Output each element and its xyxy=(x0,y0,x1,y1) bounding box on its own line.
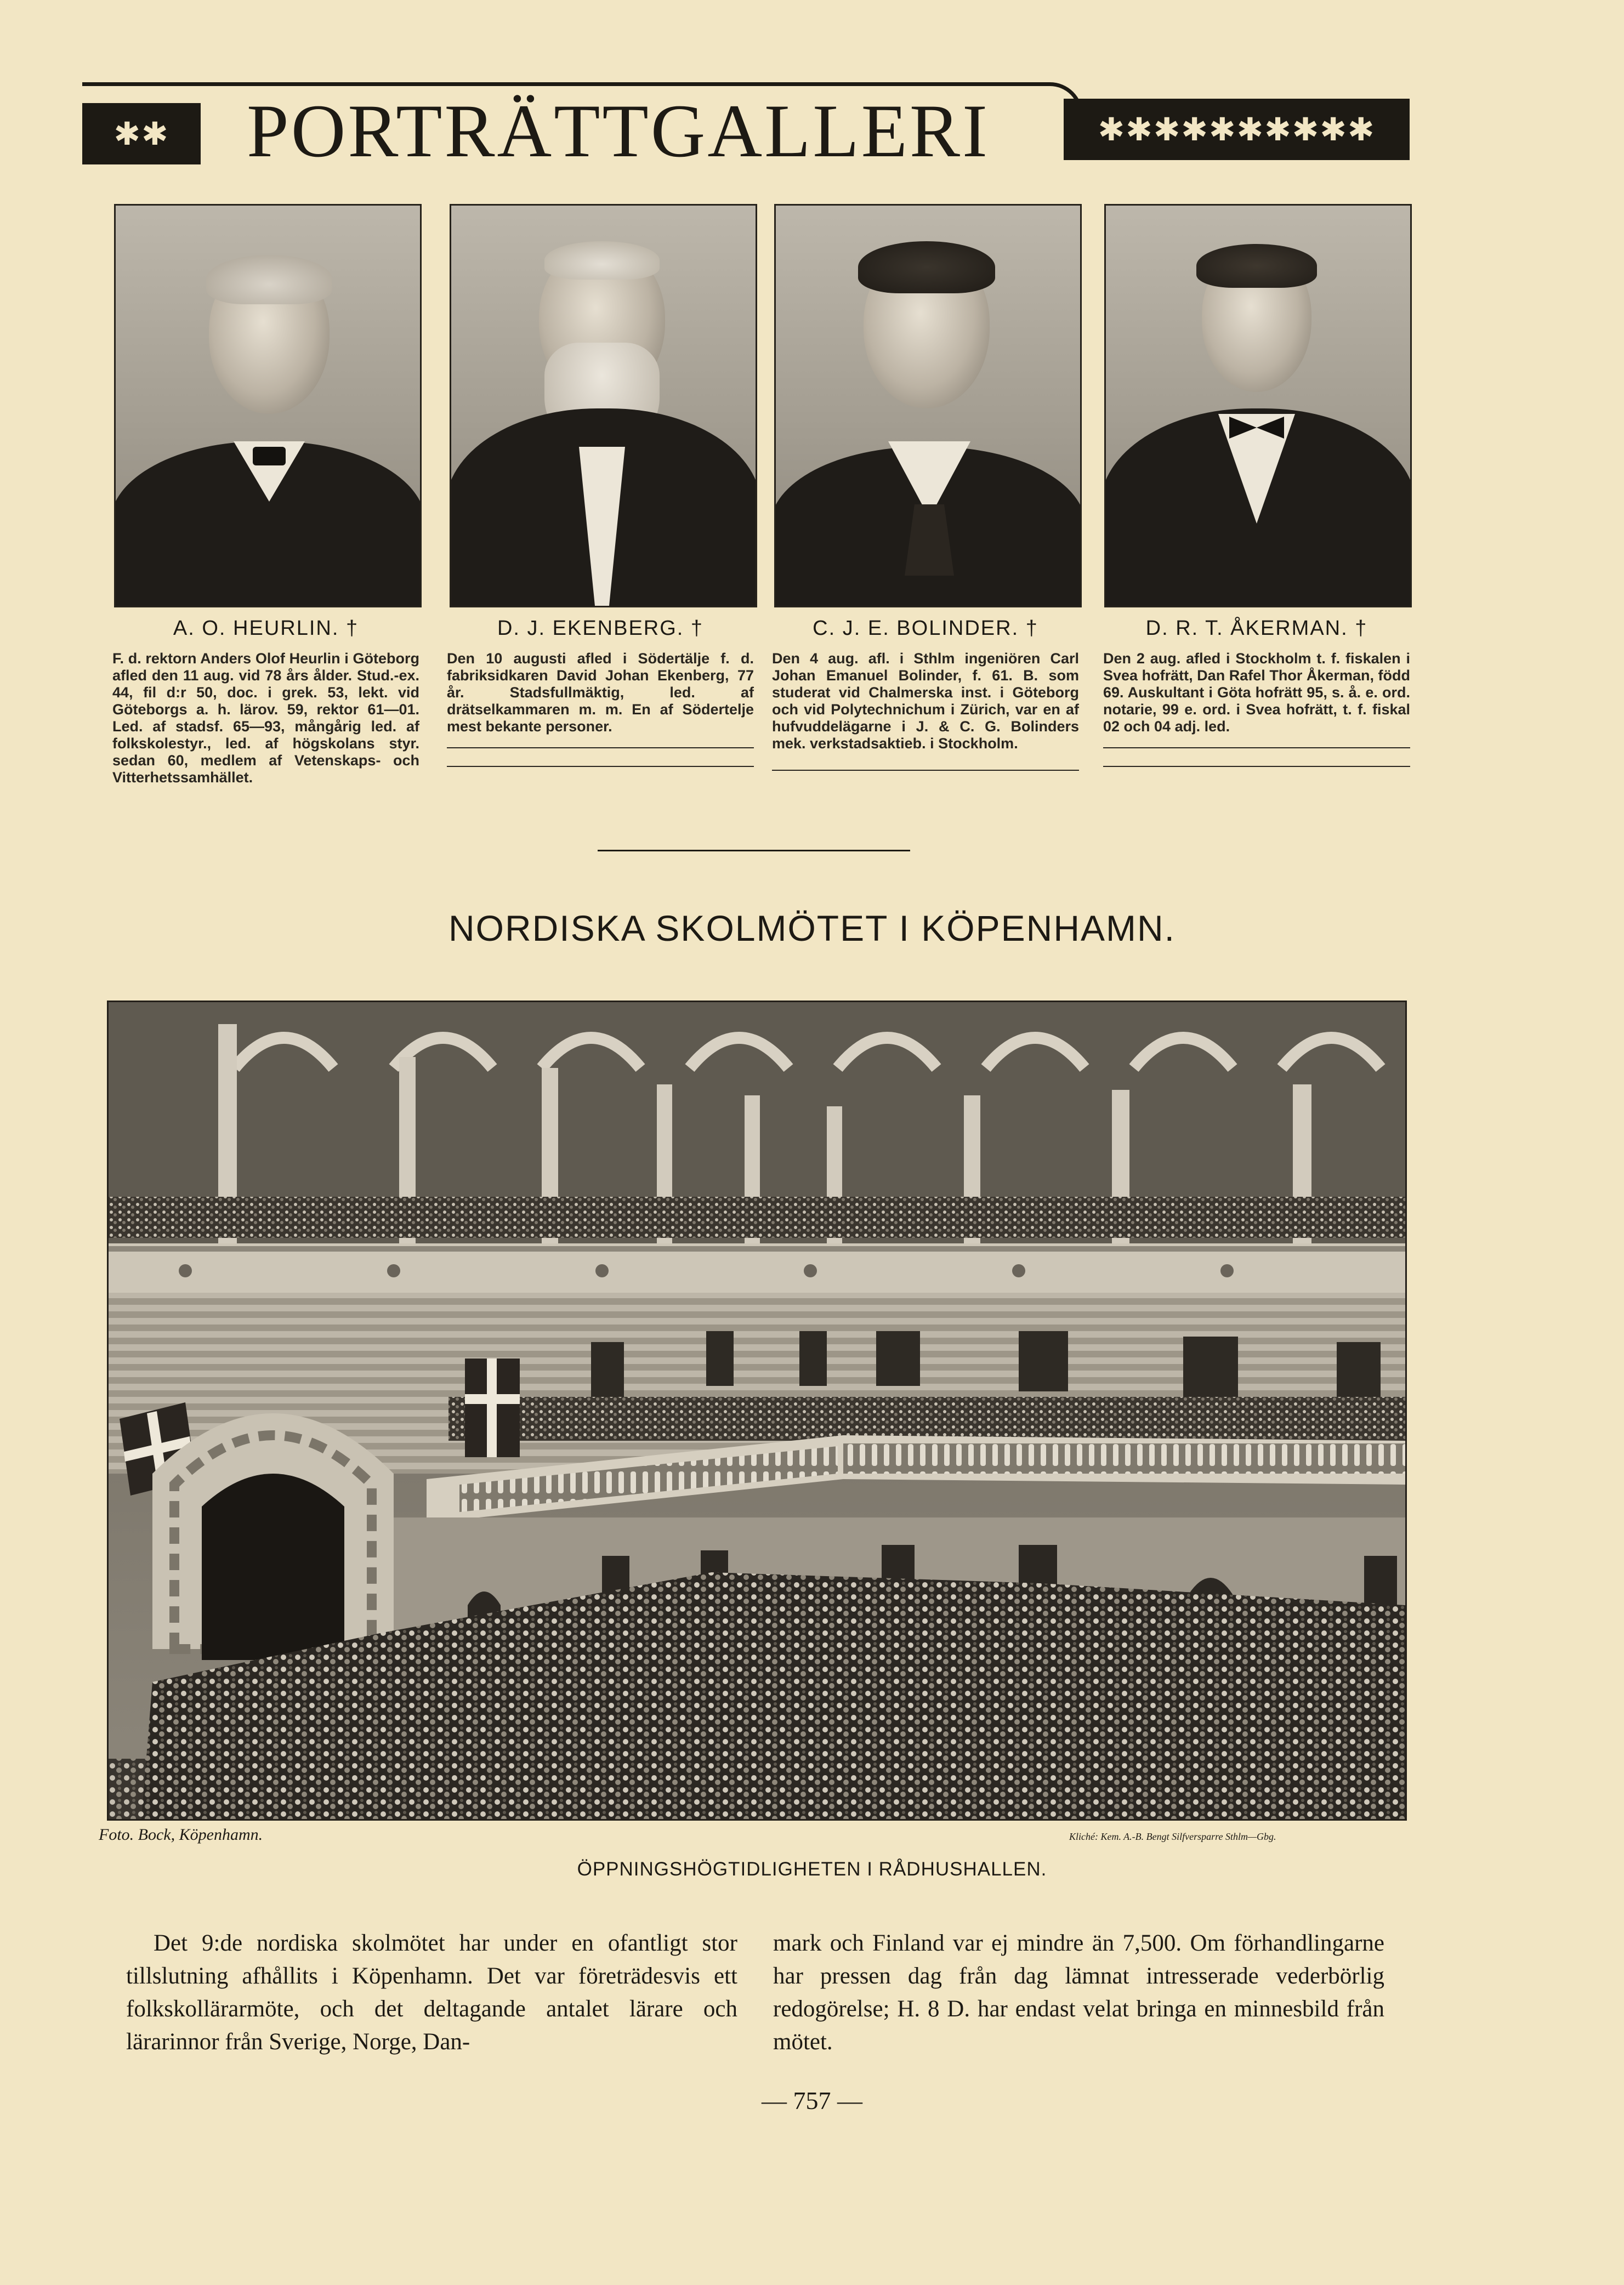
portrait-photo-bolinder xyxy=(774,204,1082,607)
portrait-caption-ekenberg xyxy=(447,617,754,767)
portrait-bio: Den 2 aug. afled i Stockholm t. f. fiskalen i Svea hofrätt, Dan Rafel Thor Åkerman, född 69. Auskultant i Göta hofrätt 95, s. å. e. ord. notarie, 99 e. ord. i Svea hofrätt, t. f. fiskal 02 och 04 adj. led. xyxy=(1103,650,1410,735)
portrait-photo-heurlin xyxy=(114,204,422,607)
photo-caption: ÖPPNINGSHÖGTIDLIGHETEN I RÅDHUSHALLEN. xyxy=(577,1858,1047,1880)
portrait-caption-heurlin xyxy=(112,617,419,786)
caption-rule xyxy=(1103,766,1410,767)
portrait-bio: Den 10 augusti afled i Södertälje f. d. fabriksidkaren David Johan Ekenberg, 77 år. Stadsfullmäktig, led. af drätselkammaren m. m. En af Södertelje mest bekante personer. xyxy=(447,650,754,735)
ornament-right-icon: ✱✱✱✱✱✱✱✱✱✱ xyxy=(1098,111,1376,148)
hall-photo xyxy=(107,1001,1407,1821)
portrait-name: D. R. T. ÅKERMAN. † xyxy=(1145,617,1368,640)
caption-rule xyxy=(1103,747,1410,748)
banner-ornament-right xyxy=(1064,99,1410,160)
hall-photo-illustration xyxy=(109,1002,1405,1819)
caption-rule xyxy=(447,766,754,767)
portrait-bio: Den 4 aug. afl. i Sthlm ingeniören Carl Johan Emanuel Bolinder, f. 61. B. som studerat vid Chalmerska inst. i Göteborg och vid Polytechnichum i Zürich, var en af hufvuddelägarne i J. & C. G. Bolinders mek. verkstadsaktieb. i Stockholm. xyxy=(772,650,1079,752)
banner-ornament-left xyxy=(82,103,201,164)
section-divider xyxy=(598,850,910,851)
article-column-1: Det 9:de nordiska skolmötet har under en ofantligt stor tillslutning afhållits i Köpenhamn. Det var företrädesvis ett folkskollärarmöte, och det deltagande antalet lärare och lärarinnor från Sverige, Norge, Dan- xyxy=(126,1930,737,2055)
portrait-name: A. O. HEURLIN. † xyxy=(173,617,359,640)
page-title: PORTRÄTTGALLERI xyxy=(247,89,990,173)
portrait-name: C. J. E. BOLINDER. † xyxy=(813,617,1038,640)
caption-rule xyxy=(772,770,1079,771)
portrait-caption-akerman xyxy=(1103,617,1410,767)
portrait-name: D. J. EKENBERG. † xyxy=(497,617,704,640)
caption-rule xyxy=(447,747,754,748)
page-number: — 757 — xyxy=(762,2087,862,2115)
banner-top-rule xyxy=(82,82,1047,86)
article-column-2: mark och Finland var ej mindre än 7,500. Om förhandlingarne har pressen dag från dag lämnat intresserade vederbörlig redogörelse; H. 8 D. har endast velat bringa en minnesbild från mötet. xyxy=(773,1930,1384,2055)
portrait-photo-ekenberg xyxy=(450,204,757,607)
header-banner xyxy=(82,77,1409,173)
ornament-left-icon: ✱✱ xyxy=(113,115,169,152)
engraving-credit: Kliché: Kem. A.-B. Bengt Silfversparre Sthlm—Gbg. xyxy=(1069,1831,1276,1842)
section-title: NORDISKA SKOLMÖTET I KÖPENHAMN. xyxy=(448,908,1176,948)
portrait-photo-akerman xyxy=(1104,204,1412,607)
portrait-bio: F. d. rektorn Anders Olof Heurlin i Göteborg afled den 11 aug. vid 78 års ålder. Stud.-ex. 44, fil d:r 50, doc. i grek. 53, lekt. vid Göteborgs a. h. lärov. 59, rektor 61—01. Led. af stadsf. 65—93, mångårig led. af folkskolestyr., led. af högskolans styr. sedan 60, medlem af Vetenskaps- och Vitterhetssamhället. xyxy=(112,650,419,786)
photo-credit: Foto. Bock, Köpenhamn. xyxy=(99,1826,263,1844)
portrait-caption-bolinder xyxy=(772,617,1079,771)
